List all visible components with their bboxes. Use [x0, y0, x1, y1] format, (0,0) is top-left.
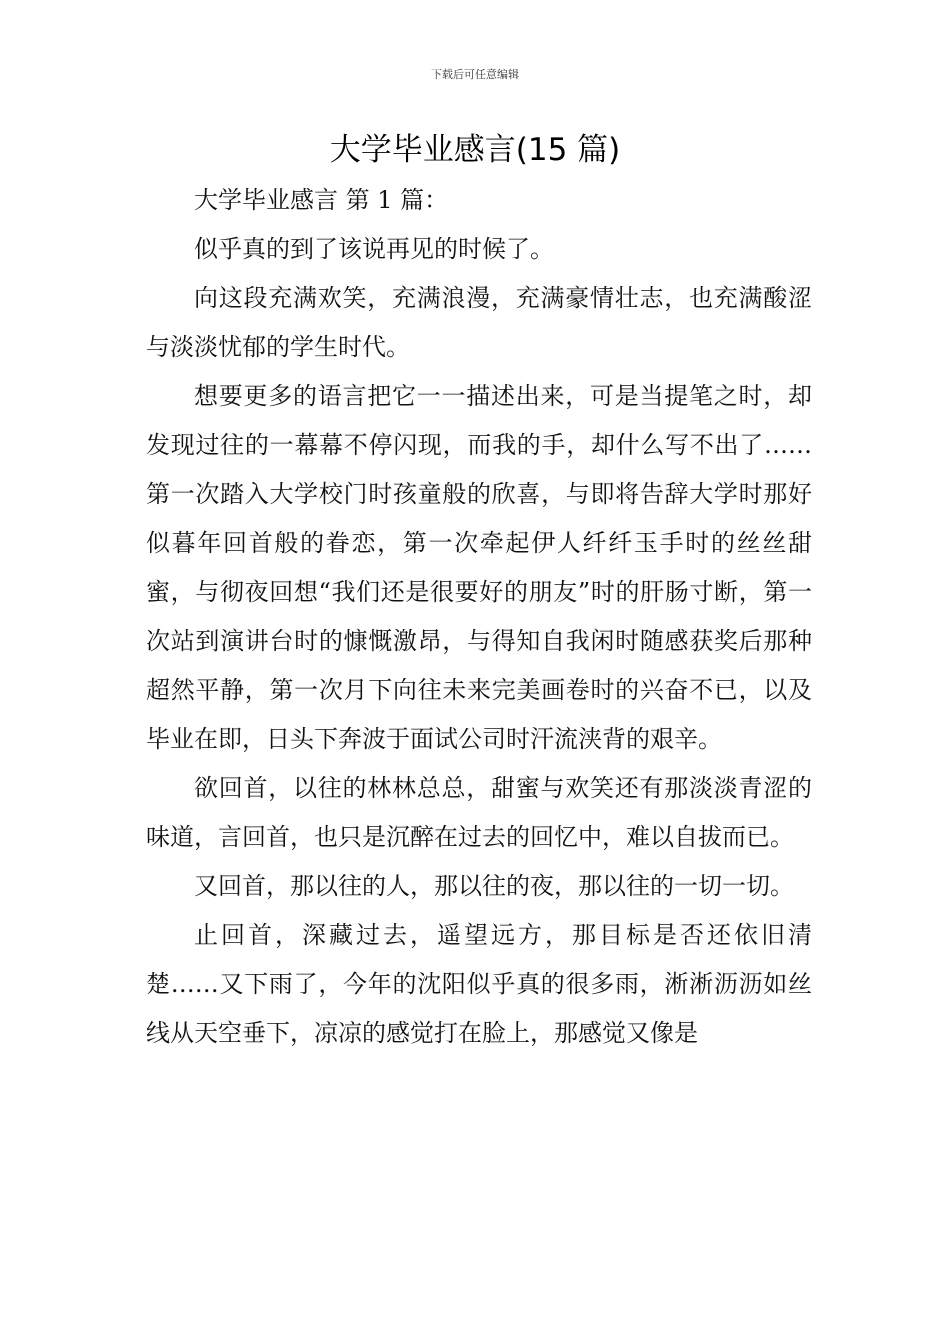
paragraph: 又回首，那以往的人，那以往的夜，那以往的一切一切。 [194, 872, 794, 900]
header-note: 下载后可任意编辑 [431, 68, 519, 81]
document-body [146, 176, 812, 1058]
paragraph: 似乎真的到了该说再见的时候了。 [194, 235, 554, 263]
paragraph: 想要更多的语言把它一一描述出来，可是当提笔之时，却发现过往的一幕幕不停闪现，而我的手，却什么写不出了……第一次踏入大学校门时孩童般的欣喜，与即将告辞大学时那好似暮年回首般的眷恋，第一次牵起伊人纤纤玉手时的丝丝甜蜜，与彻夜回想“我们还是很要好的朋友”时的肝肠寸断，第一次站到演讲台时的慷慨激昂，与得知自我闲时随感获奖后那种超然平静，第一次月下向往未来完美画卷时的兴奋不已，以及毕业在即，日头下奔波于面试公司时汗流浃背的艰辛。 [146, 382, 812, 753]
paragraph: 大学毕业感言 第 1 篇： [194, 186, 449, 214]
paragraph: 止回首，深藏过去，遥望远方，那目标是否还依旧清楚……又下雨了，今年的沈阳似乎真的很多雨，淅淅沥沥如丝线从天空垂下，凉凉的感觉打在脸上，那感觉又像是 [146, 921, 812, 1047]
paragraph: 欲回首，以往的林林总总，甜蜜与欢笑还有那淡淡青涩的味道，言回首，也只是沉醉在过去的回忆中，难以自拔而已。 [146, 774, 812, 851]
page-title: 大学毕业感言(15 篇) [329, 132, 621, 168]
paragraph: 向这段充满欢笑，充满浪漫，充满豪情壮志，也充满酸涩与淡淡忧郁的学生时代。 [146, 284, 812, 361]
